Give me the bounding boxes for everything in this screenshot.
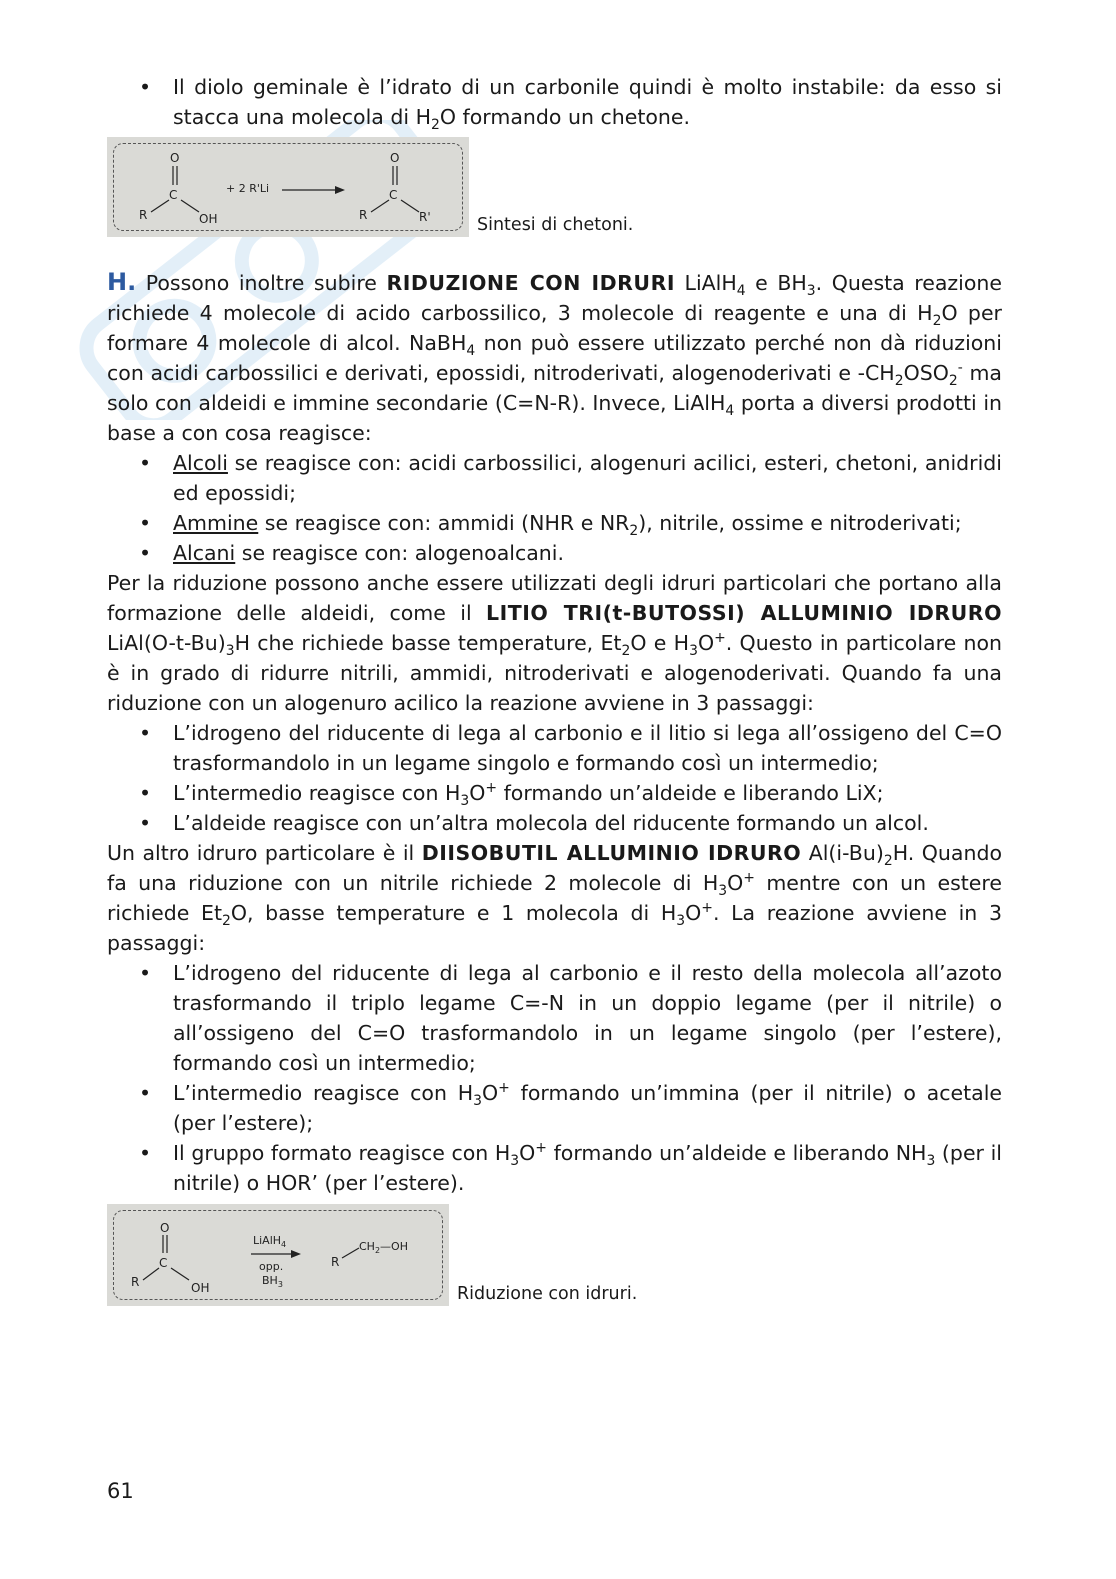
atom-label: C	[389, 188, 398, 202]
figure-riduzione-idruri	[107, 1204, 1002, 1306]
list-item: • L’intermedio reagisce con $H_3O^+$ formando un’aldeide e liberando LiX;	[173, 778, 1002, 808]
figure-caption: Sintesi di chetoni.	[477, 215, 634, 235]
list-item: • Alcani se reagisce con: alogenoalcani.	[173, 538, 1002, 568]
page-content	[107, 72, 1002, 1306]
page-number: 61	[107, 1479, 134, 1503]
reagent-label: opp.	[259, 1260, 284, 1273]
list-steps-diisobutil	[107, 958, 1002, 1198]
list-item: • L’idrogeno del riducente di lega al carbonio e il resto della molecola all’azoto trasformando il triplo legame C=-N in un doppio legame (per il nitrile) o all’ossigeno del C=O trasformandolo in un legame singolo (per l’estere), formando così un intermedio;	[173, 958, 1002, 1078]
atom-label: O	[170, 151, 180, 165]
list-item: • L’intermedio reagisce con $H_3O^+$ formando un’immina (per il nitrile) o acetale (per l’estere);	[173, 1078, 1002, 1138]
paragraph-diisobutil: Un altro idruro particolare è il DIISOBUTIL ALLUMINIO IDRURO $Al(i-Bu)_2H$. Quando fa una riduzione con un nitrile richiede 2 molecole di $H_3O^+$ mentre con un estere richiede $Et_2O$, basse temperature e 1 molecola di $H_3O^+$. La reazione avviene in 3 passaggi:	[107, 841, 1003, 955]
list-item: • L’idrogeno del riducente di lega al carbonio e il litio si lega all’ossigeno del C=O trasformandolo in un legame singolo e formando così un intermedio;	[173, 718, 1002, 778]
reagent-label: + 2 R'Li	[226, 182, 270, 195]
figure-image	[107, 1204, 449, 1306]
svg-text:CH2—OH: $CH_2—OH$	[359, 1240, 408, 1255]
atom-label: C	[159, 1256, 168, 1270]
list-item: • Alcoli se reagisce con: acidi carbossilici, alogenuri acilici, esteri, chetoni, anidridi ed epossidi;	[173, 448, 1002, 508]
figure-caption: Riduzione con idruri.	[457, 1284, 638, 1304]
list-item: • L’aldeide reagisce con un’altra molecola del riducente formando un alcol.	[173, 808, 1002, 838]
svg-text:BH3: $BH_3$	[262, 1274, 283, 1289]
atom-label: OH	[199, 212, 218, 226]
paragraph-litio: Per la riduzione possono anche essere utilizzati degli idruri particolari che portano alla formazione delle aldeidi, come il LITIO TRI(t-BUTOSSI) ALLUMINIO IDRURO $LiAl(O-t-Bu)_3H$ che richiede basse temperature, $Et_2O$ e $H_3O^+$. Questo in particolare non è in grado di ridurre nitrili, ammidi, nitroderivati e alogenoderivati. Quando fa una riduzione con un alogenuro acilico la reazione avviene in 3 passaggi:	[107, 571, 1002, 715]
list-item: • Il gruppo formato reagisce con $H_3O^+$ formando un’aldeide e liberando $NH_3$ (per il nitrile) o HOR’ (per l’estere).	[173, 1138, 1002, 1198]
atom-label: R	[131, 1275, 140, 1289]
figure-image	[107, 137, 469, 237]
atom-label: O	[390, 151, 400, 165]
figure-sintesi-chetoni	[107, 137, 1002, 237]
atom-label: R	[359, 208, 368, 222]
section-letter: H.	[107, 268, 137, 296]
atom-label: C	[169, 188, 178, 202]
list-item: • Il diolo geminale è l’idrato di un carbonile quindi è molto instabile: da esso si stacca una molecola di $H_2O$ formando un chetone.	[173, 72, 1002, 132]
atom-label: O	[160, 1221, 170, 1235]
atom-label: OH	[191, 1281, 210, 1295]
list-steps-litio	[107, 718, 1002, 838]
atom-label: R'	[419, 210, 431, 224]
atom-label: R	[331, 1255, 340, 1269]
list-products	[107, 448, 1002, 568]
atom-label: R	[139, 208, 148, 222]
paragraph-section-h: H. Possono inoltre subire RIDUZIONE CON IDRURI LiAlH$_4$ e $BH_3$. Questa reazione richiede 4 molecole di acido carbossilico, 3 molecole di reagente e una di $H_2O$ per formare 4 molecole di alcol. NaBH$_4$ non può essere utilizzato perché non dà riduzioni con acidi carbossilici e derivati, epossidi, nitroderivati, alogenoderivati e $-CH_2OSO_2^-$ ma solo con aldeidi e immine secondarie (C=N-R). Invece, LiAlH$_4$ porta a diversi prodotti in base a con cosa reagisce:	[107, 268, 1003, 445]
list-item: • Ammine se reagisce con: ammidi (NHR e $NR_2$), nitrile, ossime e nitroderivati;	[173, 508, 1002, 538]
svg-text:LiAlH4: LiAlH$_4$	[253, 1234, 287, 1249]
